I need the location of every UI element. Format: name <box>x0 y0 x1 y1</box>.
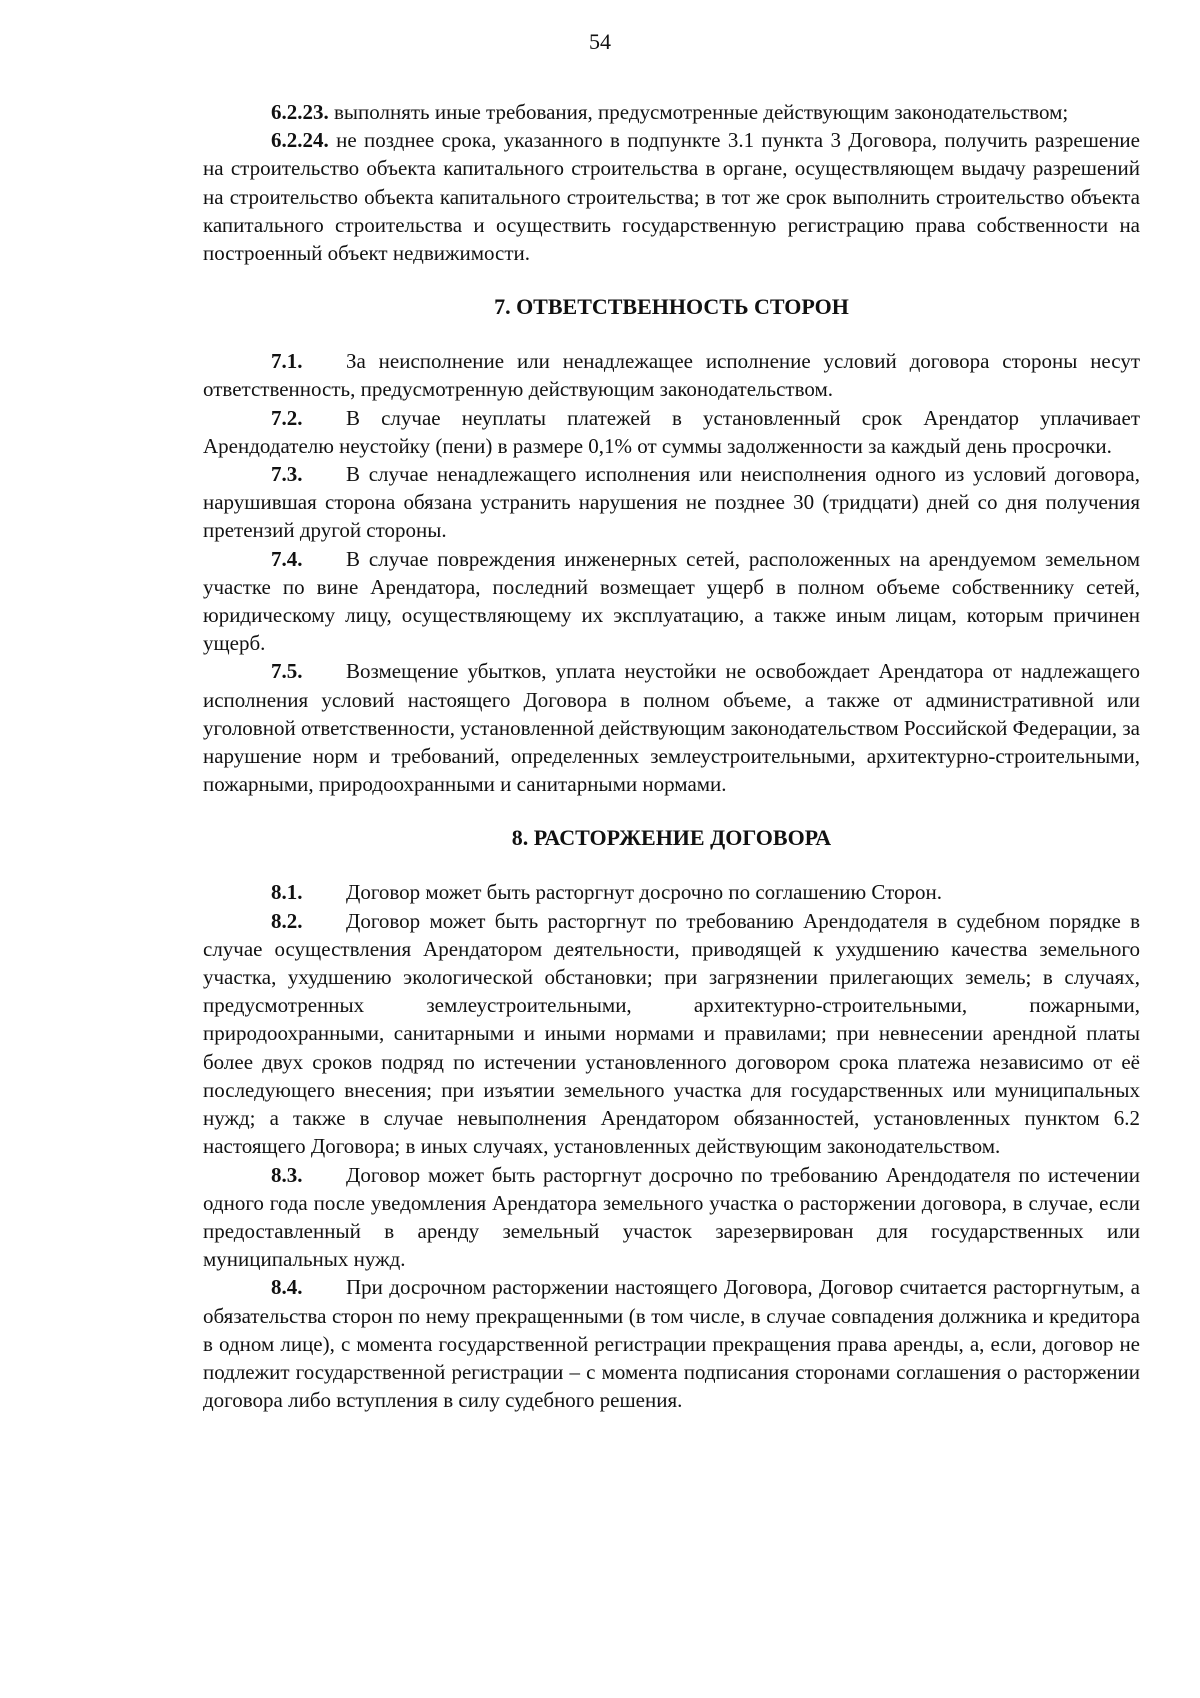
clause-8-3 <box>203 1161 1140 1274</box>
clause-8-1 <box>203 878 1140 906</box>
clause-text: Договор может быть расторгнут по требованию Арендодателя в судебном порядке в случае осуществления Арендатором деятельности, приводящей к ухудшению качества земельного участка, ухудшению экологической обстановки; при загрязнении прилегающих земель; в случаях, предусмотренных землеустроительными, архитектурно-строительными, пожарными, природоохранными, санитарными и иными нормами и правилами; при невнесении арендной платы более двух сроков подряд по истечении установленного договором срока платежа независимо от её последующего внесения; при изъятии земельного участка для государственных или муниципальных нужд; а также в случае невыполнения Арендатором обязанностей, установленных пунктом 6.2 настоящего Договора; в иных случаях, установленных действующим законодательством. <box>203 908 1140 1159</box>
page-number: 54 <box>589 29 611 54</box>
clause-number: 7.2. <box>271 405 303 430</box>
clause-text: В случае неуплаты платежей в установленный срок Арендатор уплачивает Арендодателю неустойку (пени) в размере 0,1% от суммы задолженности за каждый день просрочки. <box>203 405 1140 458</box>
clause-8-4 <box>203 1273 1140 1414</box>
clause-7-1 <box>203 347 1140 403</box>
section-7-title: 7. ОТВЕТСТВЕННОСТЬ СТОРОН <box>494 294 849 320</box>
clause-8-2 <box>203 907 1140 1161</box>
section-8-title: 8. РАСТОРЖЕНИЕ ДОГОВОРА <box>511 825 832 851</box>
clause-number: 6.2.23. <box>271 100 329 124</box>
clause-7-2 <box>203 404 1140 460</box>
clause-text: Договор может быть расторгнут досрочно по требованию Арендодателя по истечении одного года после уведомления Арендатора земельного участка о расторжении договора, в случае, если предоставленный в аренду земельный участок зарезервирован для государственных или муниципальных нужд. <box>203 1162 1140 1272</box>
clause-7-5 <box>203 657 1140 798</box>
clause-number: 7.3. <box>271 462 303 487</box>
clause-number: 8.3. <box>271 1162 303 1187</box>
clause-text: В случае повреждения инженерных сетей, расположенных на арендуемом земельном участке по вине Арендатора, последний возмещает ущерб в полном объеме собственнику сетей, юридическому лицу, осуществляющему их эксплуатацию, а также иным лицам, которым причинен ущерб. <box>203 546 1140 656</box>
clause-number: 8.1. <box>271 880 303 905</box>
clause-number: 6.2.24. <box>271 128 329 153</box>
clause-text: Договор может быть расторгнут досрочно по соглашению Сторон. <box>346 880 943 905</box>
document-body <box>203 98 1140 1414</box>
clause-6-2-24 <box>203 126 1140 267</box>
clause-text: не позднее срока, указанного в подпункте 3.1 пункта 3 Договора, получить разрешение на строительство объекта капитального строительства в органе, осуществляющем выдачу разрешений на строительство объекта капитального строительства; в тот же срок выполнить строительство объекта капитального строительства и осуществить государственную регистрацию права собственности на построенный объект недвижимости. <box>203 128 1140 266</box>
clause-text: Возмещение убытков, уплата неустойки не освобождает Арендатора от надлежащего исполнения условий настоящего Договора в полном объеме, а также от административной или уголовной ответственности, установленной действующим законодательством Российской Федерации, за нарушение норм и требований, определенных землеустроительными, архитектурно-строительными, пожарными, природоохранными и санитарными нормами. <box>203 659 1140 797</box>
clause-number: 8.4. <box>271 1275 303 1300</box>
clause-7-3 <box>203 460 1140 545</box>
clause-text: В случае ненадлежащего исполнения или неисполнения одного из условий договора, нарушившая сторона обязана устранить нарушения не позднее 30 (тридцати) дней со дня получения претензий другой стороны. <box>203 462 1140 543</box>
clause-7-4 <box>203 545 1140 658</box>
clause-number: 8.2. <box>271 908 303 933</box>
clause-text: При досрочном расторжении настоящего Договора, Договор считается расторгнутым, а обязательства сторон по нему прекращенными (в том числе, в случае совпадения должника и кредитора в одном лице), с момента государственной регистрации прекращения права аренды, а, если, договор не подлежит государственной регистрации – с момента подписания сторонами соглашения о расторжении договора либо вступления в силу судебного решения. <box>203 1275 1140 1413</box>
clause-number: 7.5. <box>271 659 303 684</box>
clause-number: 7.1. <box>271 349 303 374</box>
clause-text: выполнять иные требования, предусмотренные действующим законодательством; <box>334 100 1069 124</box>
clause-number: 7.4. <box>271 546 303 571</box>
clause-6-2-23 <box>203 98 1140 126</box>
clause-text: За неисполнение или ненадлежащее исполнение условий договора стороны несут ответственность, предусмотренную действующим законодательством. <box>203 349 1140 402</box>
